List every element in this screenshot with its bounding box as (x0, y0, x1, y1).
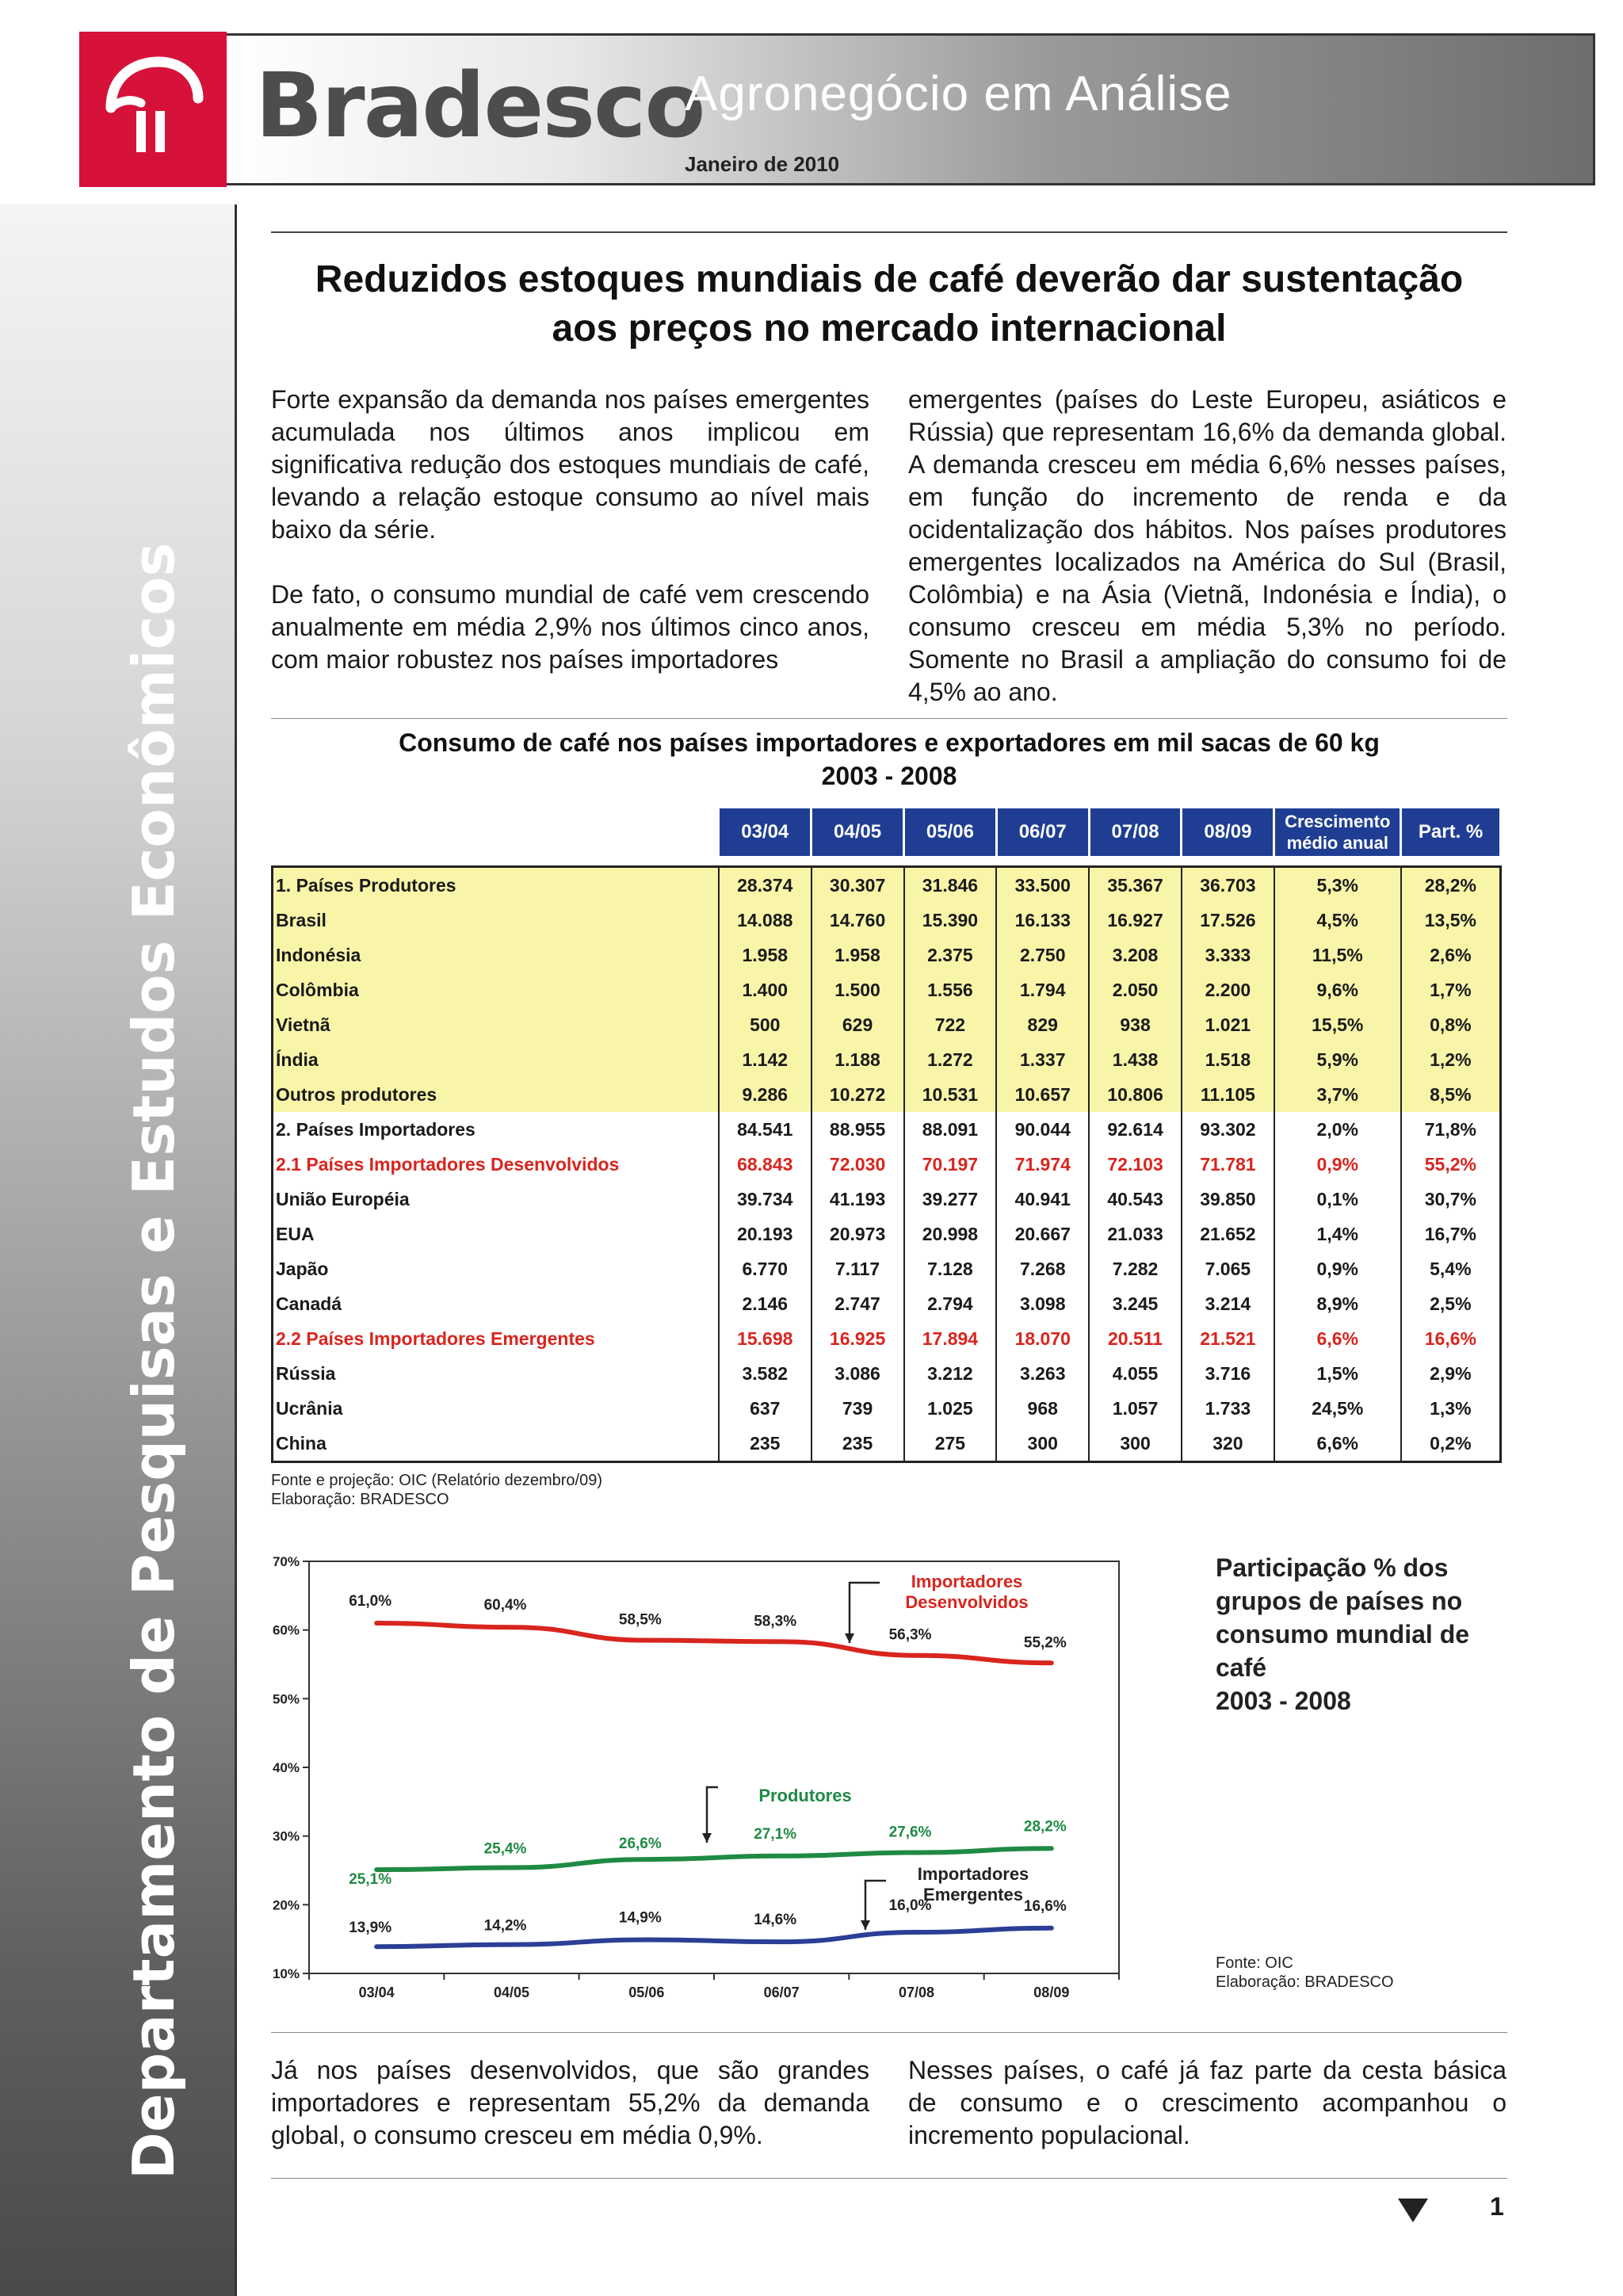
growth-cell: 15,5% (1274, 1007, 1401, 1042)
row-label: Outros produtores (273, 1077, 719, 1112)
growth-cell: 9,6% (1274, 972, 1401, 1007)
table-row (273, 1077, 1501, 1112)
chart-author-line: Elaboração: BRADESCO (1216, 1973, 1394, 1991)
table-cell: 17.894 (904, 1321, 997, 1356)
table-cell: 15.698 (719, 1321, 812, 1356)
table-row (273, 1391, 1501, 1426)
table-cell: 20.667 (996, 1217, 1089, 1251)
table-cell: 30.307 (812, 867, 904, 904)
paragraph: Forte expansão da demanda nos países emergentes acumulada nos últimos anos implicou em significativa redução dos estoques mundiais de café, levando a relação estoque consumo ao nível mais baixo da série. (271, 385, 869, 544)
growth-cell: 6,6% (1274, 1426, 1401, 1462)
growth-cell: 0,9% (1274, 1251, 1401, 1286)
data-label: 25,4% (483, 1840, 527, 1858)
table-row (273, 1356, 1501, 1391)
data-point (1051, 1847, 1052, 1849)
brand-name: Bradesco (255, 55, 705, 158)
y-tick-label: 40% (272, 1760, 300, 1775)
series-name-label: Importadores (917, 1864, 1029, 1884)
table-cell: 14.088 (719, 903, 812, 938)
data-label: 14,2% (483, 1917, 527, 1935)
table-cell: 10.657 (996, 1077, 1089, 1112)
part-cell: 2,6% (1401, 938, 1501, 972)
table-cell: 275 (904, 1426, 997, 1462)
table-cell: 2.794 (904, 1286, 997, 1321)
table-cell: 16.927 (1089, 903, 1182, 938)
row-label: 2.1 Países Importadores Desenvolvidos (273, 1147, 719, 1182)
data-label: 60,4% (483, 1597, 527, 1614)
publication-title: Agronegócio em Análise (685, 67, 1232, 121)
table-cell: 21.652 (1182, 1217, 1274, 1251)
row-label: Japão (273, 1251, 719, 1286)
table-cell: 3.582 (719, 1356, 812, 1391)
data-label: 27,1% (754, 1825, 797, 1843)
growth-cell: 3,7% (1274, 1077, 1401, 1112)
table-cell: 637 (719, 1391, 812, 1426)
table-cell: 235 (719, 1426, 812, 1462)
part-cell: 2,9% (1430, 1362, 1472, 1384)
table-cell: 938 (1089, 1007, 1182, 1042)
table-cell: 7.282 (1089, 1251, 1182, 1286)
row-label: China (273, 1426, 719, 1462)
intro-right-column (908, 384, 1507, 741)
table-cell: 93.302 (1182, 1112, 1274, 1147)
row-label: 1. Países Produtores (273, 867, 719, 904)
x-tick-label: 04/05 (493, 1985, 530, 2000)
column-header: 04/05 (812, 808, 904, 856)
row-label: Rússia (273, 1356, 719, 1391)
data-point (916, 1655, 918, 1656)
growth-cell: 5,9% (1274, 1042, 1401, 1077)
participation-chart-svg (269, 1549, 1219, 2000)
data-point (376, 1622, 377, 1624)
table-cell: 3.716 (1182, 1356, 1274, 1391)
part-cell: 1,2% (1401, 1042, 1501, 1077)
callout-arrow (702, 1833, 712, 1843)
row-label: Indonésia (273, 938, 719, 972)
table-cell: 10.806 (1089, 1077, 1182, 1112)
table-cell: 3.214 (1182, 1286, 1274, 1321)
table-cell: 300 (1089, 1426, 1182, 1462)
chart-title-line: Participação % dos (1216, 1553, 1449, 1582)
table-cell: 40.941 (996, 1182, 1089, 1217)
row-label: EUA (273, 1217, 719, 1251)
table-cell: 3.263 (996, 1356, 1089, 1391)
table-cell: 36.703 (1182, 867, 1274, 904)
data-label: 27,6% (888, 1824, 932, 1841)
part-cell: 28,2% (1401, 867, 1501, 904)
y-tick-label: 20% (272, 1897, 300, 1913)
chart-source (1216, 1954, 1394, 1992)
table-cell: 40.543 (1089, 1182, 1182, 1217)
chart-title-line: café (1216, 1653, 1267, 1682)
row-label: União Européia (273, 1182, 719, 1217)
bottom-rule (271, 2032, 1507, 2033)
table-cell: 20.998 (904, 1217, 997, 1251)
table-cell: 72.030 (812, 1147, 904, 1182)
series-name-label: Desenvolvidos (905, 1592, 1029, 1612)
y-tick-label: 30% (272, 1828, 300, 1844)
bottom-right-column (908, 2054, 1507, 2184)
table-body (273, 867, 1501, 1462)
table-cell: 300 (996, 1426, 1089, 1462)
callout-arrow (861, 1920, 870, 1930)
paragraph: Já nos países desenvolvidos, que são grandes importadores e representam 55,2% da demanda global, o consumo cresceu em média 0,9%. (271, 2056, 869, 2149)
paragraph: Nesses países, o café já faz parte da cesta básica de consumo e o crescimento acompanhou o incremento populacional. (908, 2056, 1507, 2149)
table-cell: 1.556 (904, 972, 997, 1007)
table-cell: 92.614 (1089, 1112, 1182, 1147)
chart-title-line: grupos de países no (1216, 1587, 1463, 1615)
data-label: 13,9% (349, 1920, 392, 1937)
growth-cell: 1,4% (1274, 1217, 1401, 1251)
table-cell: 500 (719, 1007, 812, 1042)
table-cell: 1.142 (719, 1042, 812, 1077)
table-source-line: Fonte e projeção: OIC (Relatório dezembro/09) (271, 1472, 602, 1489)
part-cell: 13,5% (1401, 903, 1501, 938)
table-cell: 20.193 (719, 1217, 812, 1251)
table-cell: 3.333 (1182, 938, 1274, 972)
article-title (271, 255, 1507, 353)
data-point (376, 1869, 377, 1870)
table-cell: 3.086 (812, 1356, 904, 1391)
participation-chart (269, 1549, 1219, 2000)
row-label: Colômbia (273, 972, 719, 1007)
row-label: Brasil (273, 903, 719, 938)
table-cell: 39.850 (1182, 1182, 1274, 1217)
table-cell: 20.511 (1089, 1321, 1182, 1356)
x-tick-label: 07/08 (898, 1985, 935, 2000)
table-cell: 11.105 (1182, 1077, 1274, 1112)
table-row (273, 1321, 1501, 1356)
y-tick-label: 60% (272, 1622, 300, 1638)
y-tick-label: 10% (272, 1966, 300, 1981)
table-source (271, 1471, 602, 1509)
table-cell: 33.500 (996, 867, 1089, 904)
data-point (1051, 1662, 1052, 1664)
table-cell: 629 (812, 1007, 904, 1042)
table-cell: 10.272 (812, 1077, 904, 1112)
part-cell: 5,4% (1430, 1258, 1472, 1279)
series-name-label: Importadores (911, 1572, 1023, 1591)
table-cell: 90.044 (996, 1112, 1089, 1147)
table-cell: 2.747 (812, 1286, 904, 1321)
table-cell: 31.846 (904, 867, 997, 904)
chart-source-line: Fonte: OIC (1216, 1954, 1293, 1972)
column-header: 08/09 (1182, 808, 1274, 856)
table-row (273, 1426, 1501, 1462)
x-tick-label: 08/09 (1033, 1985, 1070, 2000)
table-cell: 1.518 (1182, 1042, 1274, 1077)
table-cell: 71.781 (1182, 1147, 1274, 1182)
table-cell: 722 (904, 1007, 997, 1042)
table-cell: 829 (996, 1007, 1089, 1042)
y-tick-label: 70% (272, 1554, 300, 1569)
data-point (781, 1941, 782, 1943)
table-cell: 1.337 (996, 1042, 1089, 1077)
table-cell: 10.531 (904, 1077, 997, 1112)
table-cell: 15.390 (904, 903, 997, 938)
table-cell: 68.843 (719, 1147, 812, 1182)
table-cell: 7.268 (996, 1251, 1089, 1286)
table-header-row (273, 808, 1501, 856)
data-label: 14,6% (754, 1912, 797, 1929)
table-cell: 1.188 (812, 1042, 904, 1077)
data-point (646, 1640, 647, 1641)
part-cell: 2,5% (1430, 1293, 1472, 1314)
table-row (273, 1007, 1501, 1042)
data-point (781, 1641, 782, 1642)
table-cell: 4.055 (1089, 1356, 1182, 1391)
growth-cell: 0,9% (1274, 1147, 1401, 1182)
part-cell: 8,5% (1401, 1077, 1501, 1112)
top-rule (271, 231, 1507, 233)
table-cell: 3.212 (904, 1356, 997, 1391)
growth-cell: 24,5% (1274, 1391, 1401, 1426)
footer-rule (271, 2178, 1507, 2179)
table-cell: 1.400 (719, 972, 812, 1007)
table-cell: 1.958 (719, 938, 812, 972)
paragraph: De fato, o consumo mundial de café vem crescendo anualmente em média 2,9% nos últimos cinco anos, com maior robustez nos países importadores (271, 580, 869, 674)
table-rule (271, 718, 1507, 719)
table-cell: 1.057 (1089, 1391, 1182, 1426)
growth-cell: 5,3% (1274, 867, 1401, 904)
data-point (916, 1851, 918, 1853)
row-label: Índia (273, 1042, 719, 1077)
series-line (376, 1928, 1052, 1946)
table-cell: 1.438 (1089, 1042, 1182, 1077)
table-cell: 320 (1182, 1426, 1274, 1462)
part-cell: 1,7% (1401, 972, 1501, 1007)
table-cell: 3.098 (996, 1286, 1089, 1321)
title-line-2: aos preços no mercado internacional (552, 308, 1227, 350)
table-cell: 9.286 (719, 1077, 812, 1112)
data-label: 28,2% (1023, 1818, 1067, 1836)
table-row (273, 1182, 1501, 1217)
page-number: 1 (1490, 2192, 1504, 2221)
series-name-label: Produtores (758, 1786, 852, 1805)
table-cell: 1.733 (1182, 1391, 1274, 1426)
table-cell: 20.973 (812, 1217, 904, 1251)
data-point (646, 1939, 647, 1941)
data-label: 16,0% (888, 1897, 932, 1914)
growth-cell: 8,9% (1274, 1286, 1401, 1321)
table-row (273, 903, 1501, 938)
column-header: 07/08 (1089, 808, 1182, 856)
table-cell: 7.128 (904, 1251, 997, 1286)
table-cell: 235 (812, 1426, 904, 1462)
table-row (273, 1147, 1501, 1182)
bottom-left-column (271, 2054, 869, 2184)
table-cell: 88.955 (812, 1112, 904, 1147)
table-title-line-1: Consumo de café nos países importadores e exportadores em mil sacas de 60 kg (399, 728, 1380, 757)
part-cell: 30,7% (1424, 1188, 1476, 1209)
callout-arrow (845, 1633, 854, 1643)
data-point (646, 1859, 647, 1860)
data-label: 25,1% (349, 1871, 392, 1889)
column-header: 06/07 (996, 808, 1089, 856)
side-band (0, 204, 237, 2296)
data-point (511, 1626, 513, 1628)
growth-cell: 2,0% (1274, 1112, 1401, 1147)
data-label: 61,0% (349, 1593, 392, 1610)
table-row (273, 1112, 1501, 1147)
table-cell: 39.734 (719, 1182, 812, 1217)
part-cell: 16,7% (1424, 1223, 1476, 1244)
department-label: Departamento de Pesquisas e Estudos Econômicos (120, 542, 187, 2179)
table-cell: 1.025 (904, 1391, 997, 1426)
data-point (781, 1855, 782, 1857)
data-point (511, 1867, 513, 1869)
table-cell: 3.245 (1089, 1286, 1182, 1321)
row-label: Vietnã (273, 1007, 719, 1042)
x-tick-label: 06/07 (763, 1985, 800, 2000)
data-point (511, 1944, 513, 1946)
table-cell: 2.375 (904, 938, 997, 972)
part-header: Part. % (1401, 808, 1501, 856)
table-row (273, 1042, 1501, 1077)
growth-header-line-2: médio anual (1286, 833, 1388, 853)
table-cell: 1.272 (904, 1042, 997, 1077)
table-row (273, 867, 1501, 904)
row-label: Canadá (273, 1286, 719, 1321)
table-cell: 14.760 (812, 903, 904, 938)
x-tick-label: 03/04 (358, 1985, 395, 2000)
table-title (271, 726, 1507, 793)
chart-title-line: consumo mundial de (1216, 1620, 1470, 1648)
table-cell: 2.050 (1089, 972, 1182, 1007)
growth-cell: 6,6% (1274, 1321, 1401, 1356)
row-label: Ucrânia (273, 1391, 719, 1426)
data-point (1051, 1927, 1052, 1929)
table-row (273, 972, 1501, 1007)
data-point (916, 1931, 918, 1933)
table-cell: 2.200 (1182, 972, 1274, 1007)
part-cell: 55,2% (1424, 1153, 1476, 1175)
growth-cell: 1,5% (1274, 1356, 1401, 1391)
header-spacer (273, 856, 1501, 867)
table-cell: 16.925 (812, 1321, 904, 1356)
table-title-line-2: 2003 - 2008 (821, 762, 957, 790)
table-cell: 21.033 (1089, 1217, 1182, 1251)
table-cell: 39.277 (904, 1182, 997, 1217)
table-cell: 84.541 (719, 1112, 812, 1147)
table-cell: 1.794 (996, 972, 1089, 1007)
table-cell: 739 (812, 1391, 904, 1426)
table-cell: 1.500 (812, 972, 904, 1007)
publication-date: Janeiro de 2010 (685, 152, 840, 176)
table-cell: 2.146 (719, 1286, 812, 1321)
bradesco-tree-icon (79, 32, 227, 187)
data-point (376, 1946, 377, 1947)
y-tick-label: 50% (272, 1691, 300, 1707)
table-cell: 1.021 (1182, 1007, 1274, 1042)
table-cell: 2.750 (996, 938, 1089, 972)
table-cell: 35.367 (1089, 867, 1182, 904)
table-cell: 28.374 (719, 867, 812, 904)
part-cell: 16,6% (1424, 1328, 1476, 1349)
row-label: 2.2 Países Importadores Emergentes (273, 1321, 719, 1356)
table-cell: 17.526 (1182, 903, 1274, 938)
column-header: 05/06 (904, 808, 997, 856)
table-cell: 3.208 (1089, 938, 1182, 972)
data-label: 58,5% (618, 1611, 662, 1629)
table-cell: 70.197 (904, 1147, 997, 1182)
table-cell: 968 (996, 1391, 1089, 1426)
data-label: 55,2% (1023, 1634, 1067, 1652)
table-row (273, 1251, 1501, 1286)
bradesco-logo (79, 32, 227, 187)
table-cell: 41.193 (812, 1182, 904, 1217)
table-cell: 6.770 (719, 1251, 812, 1286)
part-cell: 0,2% (1430, 1432, 1472, 1454)
x-tick-label: 05/06 (628, 1985, 665, 2000)
table-cell: 1.958 (812, 938, 904, 972)
consumption-table (271, 808, 1502, 1463)
data-label: 56,3% (888, 1626, 932, 1644)
table-cell: 16.133 (996, 903, 1089, 938)
chart-title (1216, 1551, 1509, 1717)
table-cell: 7.117 (812, 1251, 904, 1286)
table-cell: 18.070 (996, 1321, 1089, 1356)
table-cell: 72.103 (1089, 1147, 1182, 1182)
table-author-line: Elaboração: BRADESCO (271, 1491, 449, 1508)
table-cell: 7.065 (1182, 1251, 1274, 1286)
table-cell: 21.521 (1182, 1321, 1274, 1356)
data-label: 58,3% (754, 1613, 797, 1630)
data-label: 16,6% (1023, 1897, 1067, 1915)
next-page-icon (1398, 2199, 1428, 2222)
growth-cell: 4,5% (1274, 903, 1401, 938)
data-label: 26,6% (618, 1836, 662, 1853)
growth-cell: 0,1% (1274, 1182, 1401, 1217)
series-line (376, 1623, 1052, 1663)
part-cell: 0,8% (1401, 1007, 1501, 1042)
table-cell: 71.974 (996, 1147, 1089, 1182)
part-cell: 71,8% (1424, 1118, 1476, 1140)
paragraph: emergentes (países do Leste Europeu, asiáticos e Rússia) que representam 16,6% da demanda global. A demanda cresceu em média 6,6% nesses países, em função do incremento de renda e da ocidentalização dos hábitos. Nos países produtores emergentes localizados na América do Sul (Brasil, Colômbia) e na Ásia (Vietnã, Indonésia e Índia), o consumo cresceu em média 5,3% no período. Somente no Brasil a ampliação do consumo foi de 4,5% ao ano. (908, 385, 1507, 706)
growth-header-line-1: Crescimento (1285, 812, 1391, 831)
table-row (273, 1217, 1501, 1251)
table-cell: 88.091 (904, 1112, 997, 1147)
series-name-label: Emergentes (923, 1885, 1023, 1904)
chart-title-line: 2003 - 2008 (1216, 1687, 1351, 1715)
row-label: 2. Países Importadores (273, 1112, 719, 1147)
table-row (273, 938, 1501, 972)
growth-cell: 11,5% (1274, 938, 1401, 972)
header-spacer-cell (273, 856, 1501, 867)
title-line-1: Reduzidos estoques mundiais de café deverão dar sustentação (315, 258, 1464, 300)
data-label: 14,9% (618, 1909, 662, 1927)
growth-header (1274, 808, 1401, 856)
part-cell: 1,3% (1430, 1397, 1472, 1419)
column-header: 03/04 (719, 808, 812, 856)
header-blank (273, 808, 719, 856)
intro-left-column (271, 384, 869, 709)
table-row (273, 1286, 1501, 1321)
